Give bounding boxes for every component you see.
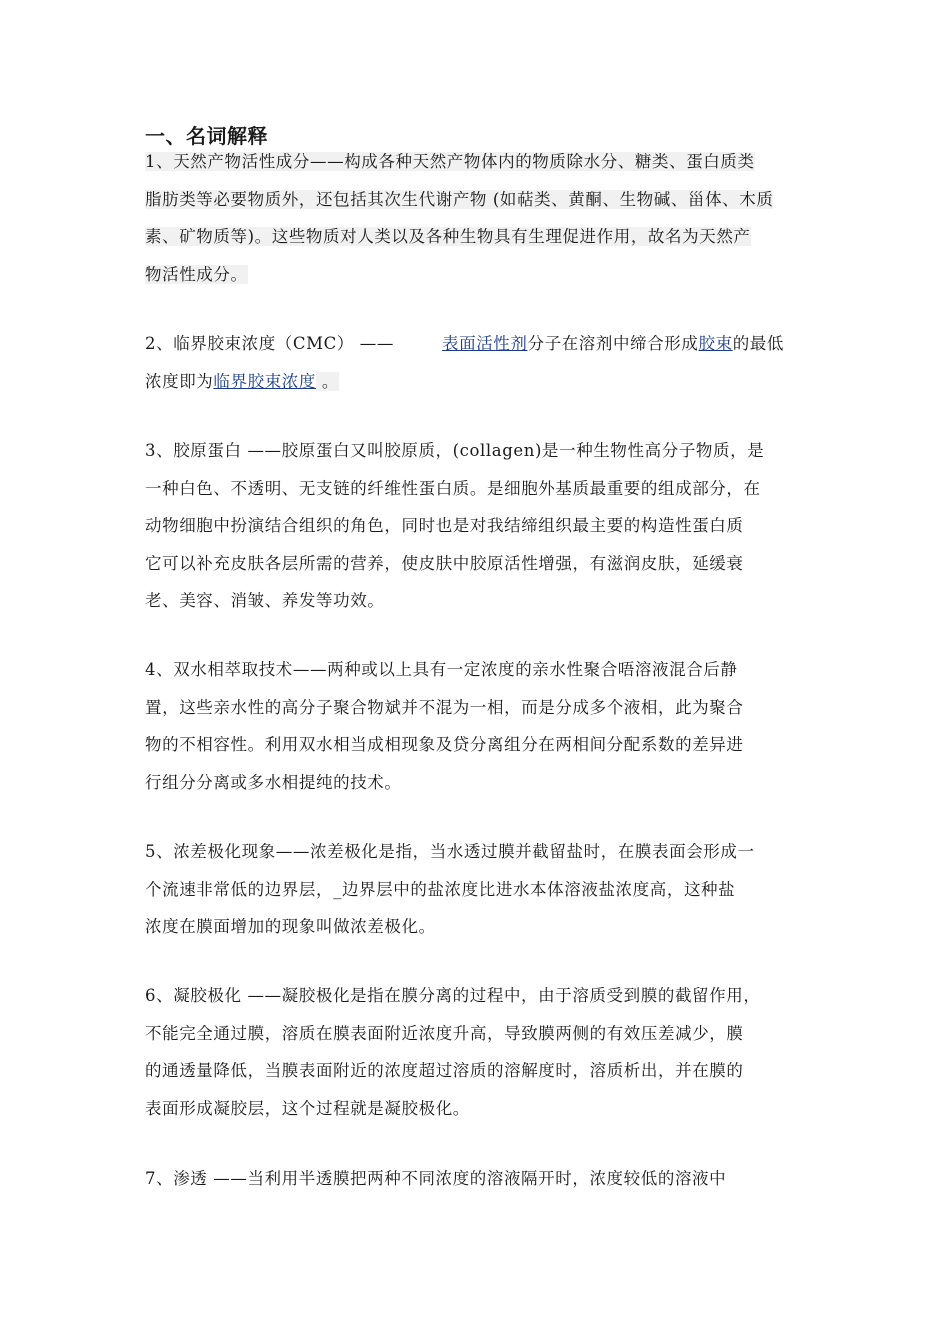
definition-item-3 [145,432,813,620]
definition-item-6 [145,977,813,1127]
link-surfactant[interactable]: 表面活性剂 [442,334,528,353]
section-title: 一、名词解释 [145,124,268,148]
definition-item-1 [145,143,813,293]
text-line: 老、美容、消皱、养发等功效。 [145,591,385,610]
text-line: 7、渗透 ——当利用半透膜把两种不同浓度的溶液隔开时，浓度较低的溶液中 [145,1169,727,1188]
text-segment: 的最低 [732,334,785,353]
link-cmc[interactable]: 临界胶束浓度 [213,371,317,391]
text-segment: 浓度即为 [145,371,214,391]
text-line: 物活性成分。 [145,264,248,284]
definition-item-4 [145,651,813,801]
text-line: 3、胶原蛋白 ——胶原蛋白又叫胶原质，(collagen)是一种生物性高分子物质，是 [145,441,765,460]
text-line: 表面形成凝胶层，这个过程就是凝胶极化。 [145,1098,470,1118]
link-micelle[interactable]: 胶束 [698,334,733,353]
text-segment: 2、临界胶束浓度（CMC） —— [145,334,394,353]
text-line: 它可以补充皮肤各层所需的营养，使皮肤中胶原活性增强，有滋润皮肤，延缓衰 [145,553,744,573]
definition-item-5 [145,833,813,946]
definition-item-2 [145,325,813,400]
text-line: 行组分分离或多水相提纯的技术。 [145,772,402,792]
text-line: 的通透量降低，当膜表面附近的浓度超过溶质的溶解度时，溶质析出，并在膜的 [145,1061,744,1080]
text-line: 物的不相容性。利用双水相当成相现象及贷分离组分在两相间分配系数的差异进 [145,735,744,754]
text-line: 1、天然产物活性成分——构成各种天然产物体内的物质除水分、糖类、蛋白质类 [145,152,755,171]
text-line: 动物细胞中扮演结合组织的角色，同时也是对我结缔组织最主要的构造性蛋白质 [145,516,744,535]
text-segment: 。 [316,371,339,391]
definition-item-7 [145,1160,813,1198]
text-line: 4、双水相萃取技术——两种或以上具有一定浓度的亲水性聚合唔溶液混合后静 [145,660,738,679]
text-line: 个流速非常低的边界层，_边界层中的盐浓度比进水本体溶液盐浓度高，这种盐 [145,879,736,899]
text-line: 不能完全通过膜，溶质在膜表面附近浓度升高，导致膜两侧的有效压差减少，膜 [145,1023,744,1043]
text-line: 一种白色、不透明、无支链的纤维性蛋白质。是细胞外基质最重要的组成部分，在 [145,478,761,498]
text-line: 素、矿物质等)。这些物质对人类以及各种生物具有生理促进作用，故名为天然产 [145,227,751,246]
text-line: 5、浓差极化现象——浓差极化是指，当水透过膜并截留盐时，在膜表面会形成一 [145,842,755,861]
text-line: 脂肪类等必要物质外，还包括其次生代谢产物 (如萜类、黄酮、生物碱、甾体、木质 [145,189,774,209]
text-line: 6、凝胶极化 ——凝胶极化是指在膜分离的过程中，由于溶质受到膜的截留作用， [145,986,761,1005]
text-line: 浓度在膜面增加的现象叫做浓差极化。 [145,917,436,936]
text-segment: 分子在溶剂中缔合形成 [527,334,699,353]
text-line: 置，这些亲水性的高分子聚合物斌并不混为一相，而是分成多个液相，此为聚合 [145,697,744,717]
